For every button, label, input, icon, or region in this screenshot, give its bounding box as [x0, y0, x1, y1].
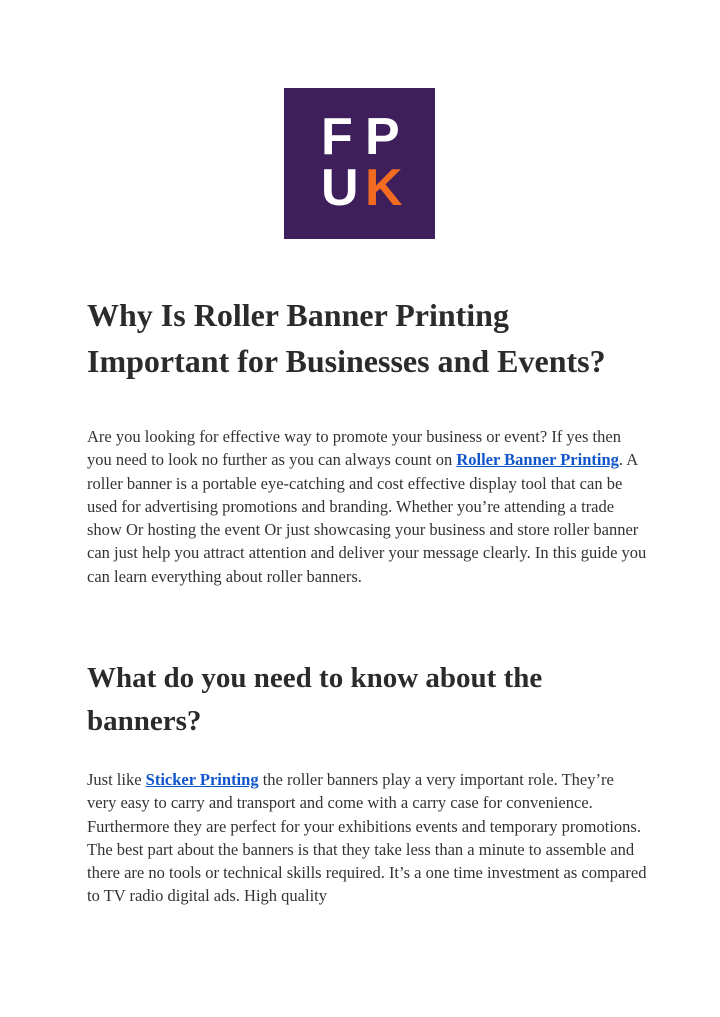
- logo-row-top: [321, 108, 411, 166]
- logo-letter-f: F: [321, 108, 352, 166]
- logo-row-bottom: [321, 159, 411, 217]
- logo-letter-u: U: [321, 159, 358, 217]
- section-paragraph: [87, 768, 647, 908]
- logo-letter-p: P: [365, 108, 399, 166]
- section-heading: What do you need to know about the banners?: [87, 662, 543, 737]
- intro-paragraph: [87, 425, 647, 588]
- logo-lettering: [284, 88, 435, 239]
- roller-banner-printing-link[interactable]: Roller Banner Printing: [456, 450, 619, 470]
- section-text-before-link: Just like: [87, 770, 146, 789]
- logo-letter-k: K: [365, 159, 402, 217]
- section-text-after-link: the roller banners play a very important role. They’re very easy to carry and transport and come with a carry case for convenience. Furthermore they are perfect for your exhibitions events and temporary promotions. The best part about the banners is that they take less than a minute to assemble and there are no tools or technical skills required. It’s a one time investment as compared to TV radio digital ads. High quality: [87, 770, 647, 906]
- intro-text-before-link: Are you looking for effective way to promote your business or event? If yes then you need to look no further as you can always count on: [87, 427, 621, 470]
- page-title: Why Is Roller Banner Printing Important for Businesses and Events?: [87, 297, 606, 379]
- sticker-printing-link[interactable]: Sticker Printing: [145, 770, 259, 789]
- fpuk-logo: [284, 88, 435, 239]
- intro-text-after-link: . A roller banner is a portable eye-catching and cost effective display tool that can be used for advertising promotions and branding. Whether you’re attending a trade show Or hosting the event Or just showcasing your business and store roller banner can just help you attract attention and deliver your message clearly. In this guide you can learn everything about roller banners.: [87, 450, 647, 586]
